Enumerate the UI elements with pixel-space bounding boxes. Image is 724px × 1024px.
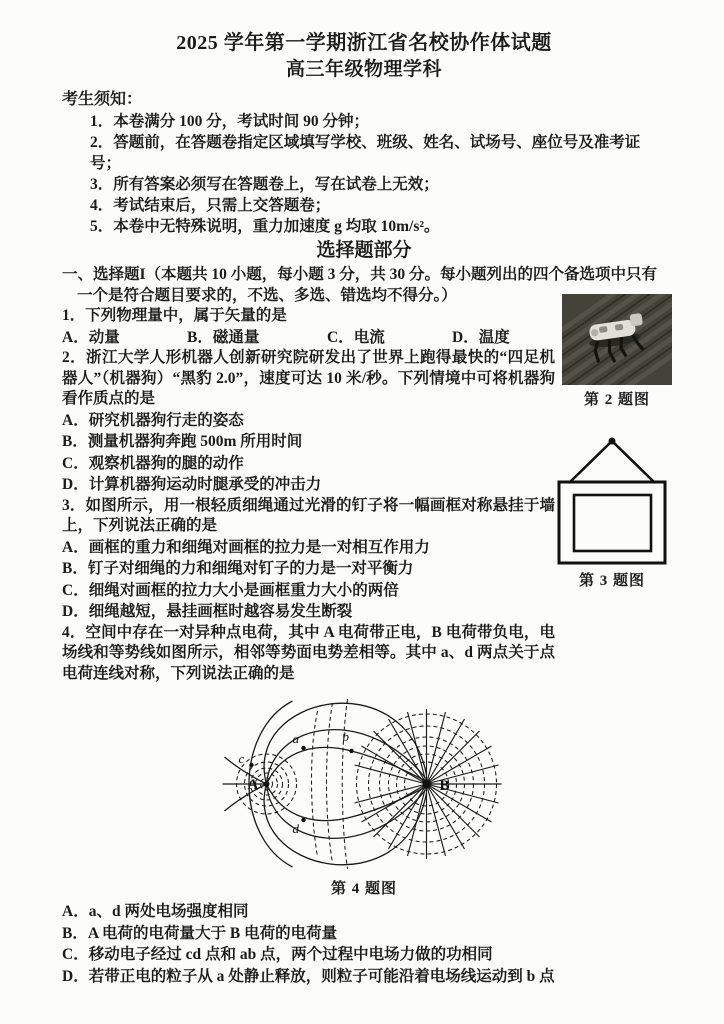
q2-option-d: D．计算机器狗运动时腿承受的冲击力 bbox=[62, 476, 322, 493]
q3-option-c: C．细绳对画框的拉力大小是画框重力大小的两倍 bbox=[62, 581, 399, 599]
point-a-dot bbox=[301, 746, 305, 750]
charge-B-label: B bbox=[439, 778, 450, 794]
point-d-label: d bbox=[292, 821, 299, 836]
notice-heading: 考生须知： bbox=[62, 91, 143, 108]
notice-item-2: 2．答题前，在答题卷指定区域填写学校、班级、姓名、试场号、座位号及准考证号； bbox=[90, 134, 641, 172]
point-b-label: b bbox=[342, 729, 349, 744]
q1-option-a: A．动量 bbox=[62, 328, 120, 346]
charge-B-dot bbox=[422, 780, 430, 788]
question-3-figure bbox=[552, 432, 672, 590]
question-2-figure bbox=[560, 294, 674, 409]
picture-frame-diagram bbox=[553, 432, 671, 566]
notice-item-1: 1．本卷满分 100 分，考试时间 90 分钟； bbox=[90, 113, 370, 130]
q2-figure-caption: 第 2 题图 bbox=[583, 392, 650, 408]
question-4-stem: 4．空间中存在一对异种点电荷，其中 A 电荷带正电，B 电荷带负电，电场线和等势线如图所示，相邻等势面电势差相等。其中 a、d 两点关于点电荷连线对称，下列说法正确的是 bbox=[62, 623, 555, 682]
q2-option-b: B．测量机器狗奔跑 500m 所用时间 bbox=[62, 433, 303, 450]
section-intro: 一、选择题I（本题共 10 小题，每小题 3 分，共 30 分。每小题列出的四个备选项中只有一个是符合题目要求的，不选、多选、错选均不得分。） bbox=[62, 266, 658, 304]
point-c-dot bbox=[249, 763, 253, 767]
robot-dog-photo bbox=[562, 294, 672, 385]
q3-option-d: D．细绳越短，悬挂画框时越容易发生断裂 bbox=[62, 603, 353, 620]
question-4-figure bbox=[212, 689, 517, 898]
q4-option-c: C．移动电子经过 cd 点和 ab 点，两个过程中电场力做的功相同 bbox=[62, 946, 493, 963]
field-lines-diagram bbox=[212, 689, 517, 874]
question-3-stem: 3．如图所示，用一根轻质细绳通过光滑的钉子将一幅画框对称悬挂于墙上，下列说法正确的是 bbox=[62, 496, 555, 534]
q2-option-a: A．研究机器狗行走的姿态 bbox=[62, 411, 244, 429]
q4-option-a: A．a、d 两处电场强度相同 bbox=[62, 903, 249, 920]
q3-option-a: A．画框的重力和细绳对画框的拉力是一对相互作用力 bbox=[62, 538, 430, 556]
q4-option-d: D．若带正电的粒子从 a 处静止释放，则粒子可能沿着电场线运动到 b 点 bbox=[62, 967, 555, 985]
point-d-dot bbox=[301, 818, 305, 822]
point-b-dot bbox=[349, 749, 353, 753]
notice-item-3: 3．所有答案必须写在答题卷上，写在试卷上无效； bbox=[90, 176, 439, 193]
charge-A-dot bbox=[263, 781, 269, 787]
question-1-stem: 1．下列物理量中，属于矢量的是 bbox=[62, 307, 287, 324]
point-a-label: a bbox=[292, 731, 299, 746]
q3-option-b: B．钉子对细绳的力和细绳对钉子的力是一对平衡力 bbox=[62, 560, 414, 577]
q3-figure-caption: 第 3 题图 bbox=[578, 573, 645, 589]
q1-option-b: B．磁通量 bbox=[187, 328, 260, 346]
paper-title-line2: 高三年级物理学科 bbox=[285, 59, 442, 80]
notice-item-5: 5．本卷中无特殊说明，重力加速度 g 均取 10m/s²。 bbox=[90, 218, 440, 235]
point-c-label: c bbox=[238, 751, 244, 766]
q1-option-c: C．电流 bbox=[327, 328, 385, 346]
q2-option-c: C．观察机器狗的腿的动作 bbox=[62, 454, 244, 472]
charge-A-label: A bbox=[247, 777, 258, 793]
notice-item-4: 4．考试结束后，只需上交答题卷； bbox=[90, 197, 331, 214]
question-2-stem: 2．浙江大学人形机器人创新研究院研发出了世界上跑得最快的“四足机器人”（机器狗）“黑豹 2.0”，速度可达 10 米/秒。下列情境中可将机器狗看作质点的是 bbox=[62, 349, 555, 407]
q4-figure-caption: 第 4 题图 bbox=[330, 881, 397, 897]
section-heading: 选择题部分 bbox=[316, 240, 412, 261]
paper-title-line1: 2025 学年第一学期浙江省名校协作体试题 bbox=[176, 32, 552, 54]
q4-option-b: B．A 电荷的电荷量大于 B 电荷的电荷量 bbox=[62, 924, 338, 942]
q1-option-d: D．温度 bbox=[452, 328, 510, 346]
